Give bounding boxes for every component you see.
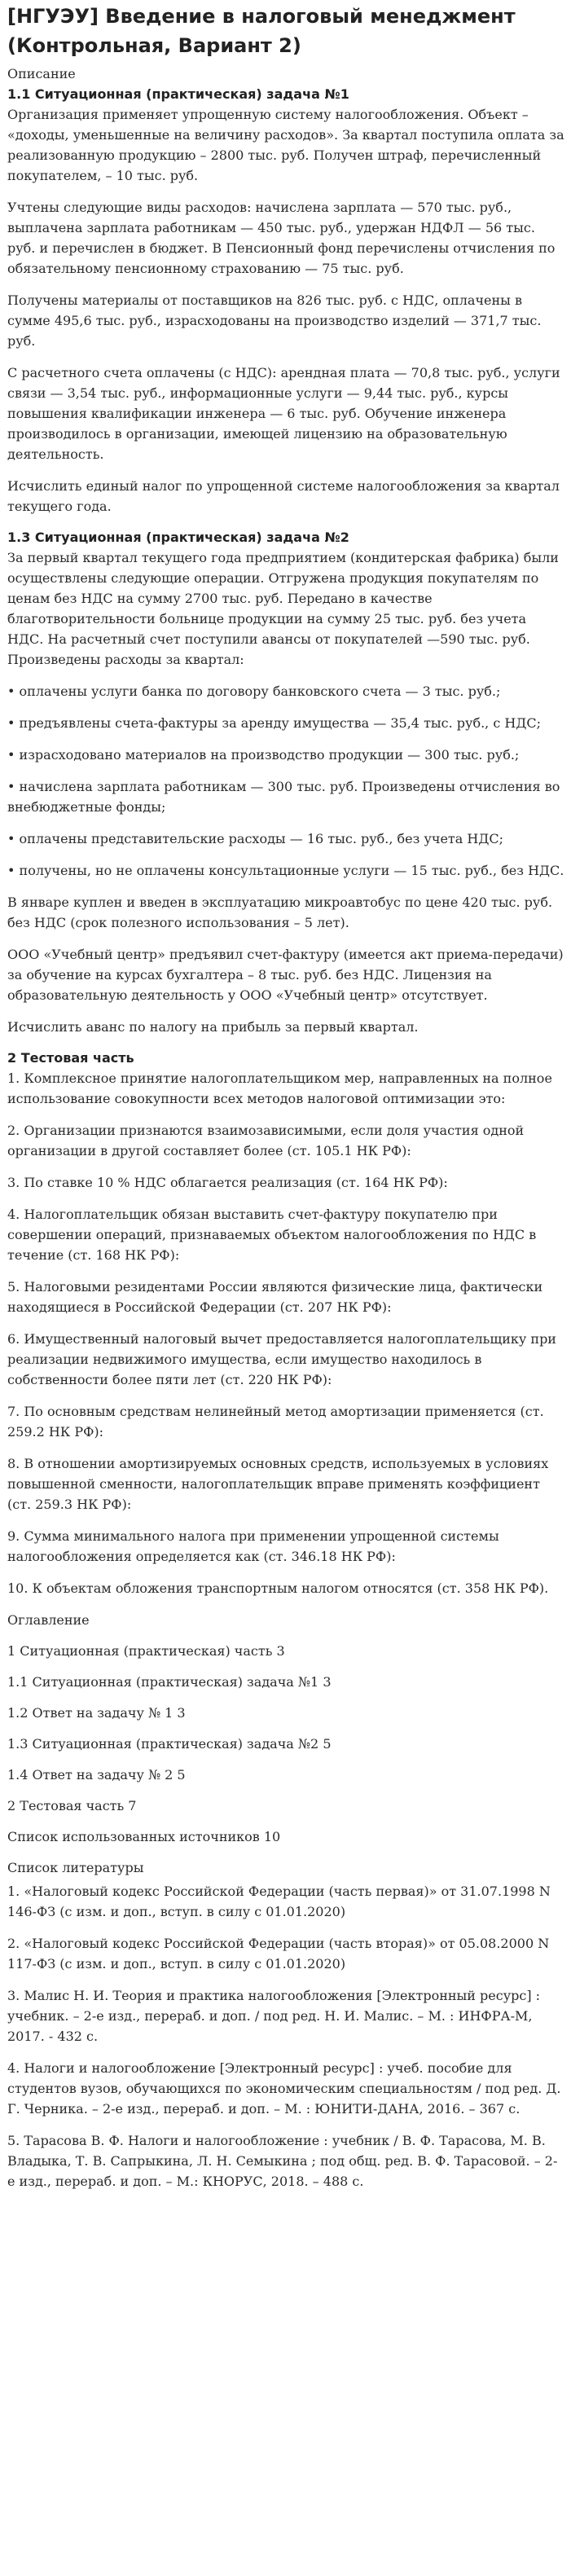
paragraph: В январе куплен и введен в эксплуатацию микроавтобус по цене 420 тыс. руб. без НДС (срок полезного использования – 5 лет). xyxy=(7,895,553,930)
literature-item: 5. Тарасова В. Ф. Налоги и налогообложение : учебник / В. Ф. Тарасова, М. В. Владыка, Т. В. Сапрыкина, Л. Н. Семыкина ; под общ. ред. В. Ф. Тарасовой. – 2-е изд., перераб. и доп. – М.: КНОРУС, 2018. – 488 с. xyxy=(7,2133,558,2189)
list-item: • оплачены услуги банка по договору банковского счета — 3 тыс. руб.; xyxy=(7,684,501,699)
page-title: [НГУЭУ] Введение в налоговый менеджмент (Контрольная, Вариант 2) xyxy=(7,5,516,57)
toc-item: 1 Ситуационная (практическая) часть 3 xyxy=(7,1643,285,1659)
test-question: 9. Сумма минимального налога при применении упрощенной системы налогообложения определяется как (ст. 346.18 НК РФ): xyxy=(7,1528,499,1564)
paragraph: С расчетного счета оплачены (с НДС): арендная плата — 70,8 тыс. руб., услуги связи — 3,54 тыс. руб., информационные услуги — 9,44 тыс. руб., курсы повышения квалификации инженера — 6 тыс. руб. Обучение инженера производилось в организации, имеющей лицензию на образовательную деятельность. xyxy=(7,365,560,462)
toc-item: 1.2 Ответ на задачу № 1 3 xyxy=(7,1705,186,1721)
literature-item: 1. «Налоговый кодекс Российской Федерации (часть первая)» от 31.07.1998 N 146-ФЗ (с изм. и доп., вступ. в силу с 01.01.2020) xyxy=(7,1884,551,1919)
test-question: 2. Организации признаются взаимозависимыми, если доля участия одной организации в другой составляет более (ст. 105.1 НК РФ): xyxy=(7,1123,525,1158)
toc-item: 1.3 Ситуационная (практическая) задача №2 5 xyxy=(7,1736,332,1752)
toc-item: 1.1 Ситуационная (практическая) задача №1 3 xyxy=(7,1674,332,1690)
paragraph: За первый квартал текущего года предприятием (кондитерская фабрика) были осуществлены следующие операции. Отгружена продукция покупателям по ценам без НДС на сумму 2700 тыс. руб. Передано в качестве благотворительности больнице продукции на сумму 25 тыс. руб. без учета НДС. На расчетный счет поступили авансы от покупателей —590 тыс. руб. Произведены расходы за квартал: xyxy=(7,550,559,667)
test-section xyxy=(7,1048,564,1598)
paragraph: Исчислить аванс по налогу на прибыль за первый квартал. xyxy=(7,1019,419,1035)
literature-item: 2. «Налоговый кодекс Российской Федерации (часть вторая)» от 05.08.2000 N 117-ФЗ (с изм. и доп., вступ. в силу с 01.01.2020) xyxy=(7,1936,550,1972)
toc-item: Список использованных источников 10 xyxy=(7,1829,281,1844)
list-item: • оплачены представительские расходы — 16 тыс. руб., без учета НДС; xyxy=(7,831,503,846)
toc-item: 1.4 Ответ на задачу № 2 5 xyxy=(7,1767,186,1783)
test-question: 7. По основным средствам нелинейный метод амортизации применяется (ст. 259.2 НК РФ): xyxy=(7,1404,544,1440)
task-2-heading: 1.3 Ситуационная (практическая) задача №2 xyxy=(7,530,349,545)
test-question: 5. Налоговыми резидентами России являются физические лица, фактически находящиеся в Российской Федерации (ст. 207 НК РФ): xyxy=(7,1279,543,1315)
test-question: 4. Налогоплательщик обязан выставить счет-фактуру покупателю при совершении операций, признаваемых объектом налогообложения по НДС в течение (ст. 168 НК РФ): xyxy=(7,1207,537,1263)
paragraph: Организация применяет упрощенную систему налогообложения. Объект – «доходы, уменьшенные на величину расходов». За квартал поступила оплата за реализованную продукцию – 2800 тыс. руб. Получен штраф, перечисленный покупателем, – 10 тыс. руб. xyxy=(7,107,564,183)
list-item: • израсходовано материалов на производство продукции — 300 тыс. руб.; xyxy=(7,747,520,763)
list-item: • начислена зарплата работникам — 300 тыс. руб. Произведены отчисления во внебюджетные фонды; xyxy=(7,779,560,815)
literature-item: 4. Налоги и налогообложение [Электронный ресурс] : учеб. пособие для студентов вузов, обучающихся по экономическим специальностям / под ред. Д. Г. Черника. – 2-е изд., перераб. и доп. – М. : ЮНИТИ-ДАНА, 2016. – 367 с. xyxy=(7,2060,561,2117)
literature-list xyxy=(7,1857,564,2191)
test-heading: 2 Тестовая часть xyxy=(7,1050,134,1066)
paragraph: Учтены следующие виды расходов: начислена зарплата — 570 тыс. руб., выплачена зарплата работникам — 450 тыс. руб., удержан НДФЛ — 56 тыс. руб. и перечислен в бюджет. В Пенсионный фонд перечислены отчисления по обязательному пенсионному страхованию — 75 тыс. руб. xyxy=(7,200,556,276)
literature-heading: Список литературы xyxy=(7,1860,144,1875)
literature-item: 3. Малис Н. И. Теория и практика налогообложения [Электронный ресурс] : учебник. – 2-е изд., перераб. и доп. / под ред. Н. И. Малис. – М. : ИНФРА-М, 2017. - 432 с. xyxy=(7,1988,541,2044)
paragraph: Исчислить единый налог по упрощенной системе налогообложения за квартал текущего года. xyxy=(7,478,560,514)
task-1-heading: 1.1 Ситуационная (практическая) задача №1 xyxy=(7,86,349,102)
table-of-contents xyxy=(7,1610,564,1847)
test-question: 6. Имущественный налоговый вычет предоставляется налогоплательщику при реализации недвижимого имущества, если имущество находилось в собственности более пяти лет (ст. 220 НК РФ): xyxy=(7,1331,556,1387)
test-question: 10. К объектам обложения транспортным налогом относятся (ст. 358 НК РФ). xyxy=(7,1580,549,1596)
test-question: 8. В отношении амортизируемых основных средств, используемых в условиях повышенной сменности, налогоплательщик вправе применять коэффициент (ст. 259.3 НК РФ): xyxy=(7,1456,549,1512)
paragraph: Получены материалы от поставщиков на 826 тыс. руб. с НДС, оплачены в сумме 495,6 тыс. руб., израсходованы на производство изделий — 371,7 тыс. руб. xyxy=(7,292,542,349)
toc-item: 2 Тестовая часть 7 xyxy=(7,1798,137,1813)
test-question: 3. По ставке 10 % НДС облагается реализация (ст. 164 НК РФ): xyxy=(7,1175,448,1190)
list-item: • получены, но не оплачены консультационные услуги — 15 тыс. руб., без НДС. xyxy=(7,863,564,878)
list-item: • предъявлены счета-фактуры за аренду имущества — 35,4 тыс. руб., с НДС; xyxy=(7,715,541,731)
task-1-section xyxy=(7,85,564,517)
task-2-section xyxy=(7,528,564,1037)
paragraph: ООО «Учебный центр» предъявил счет-фактуру (имеется акт приема-передачи) за обучение на курсах бухгалтера – 8 тыс. руб. без НДС. Лицензия на образовательную деятельность у ООО «Учебный центр» отсутствует. xyxy=(7,947,564,1003)
test-question: 1. Комплексное принятие налогоплательщиком мер, направленных на полное использование совокупности всех методов налоговой оптимизации это: xyxy=(7,1070,552,1106)
toc-heading: Оглавление xyxy=(7,1612,90,1628)
description-label: Описание xyxy=(7,66,76,81)
